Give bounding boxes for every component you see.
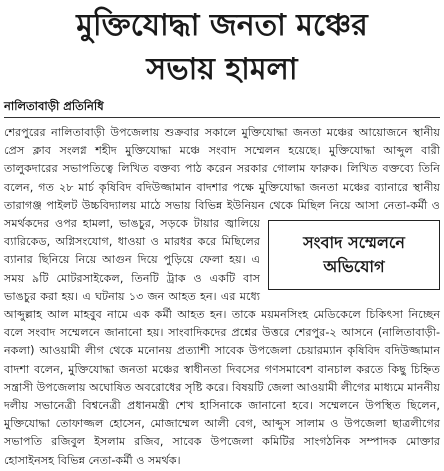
article-body [4, 124, 440, 470]
headline [0, 4, 444, 92]
article-paragraph: শেরপুরের নালিতাবাড়ী উপজেলায় শুক্রবার সকালে মুক্তিযোদ্ধা জনতা মঞ্চের আয়োজনে স্থানীয় প্রেস ক্লাব সংলগ্ন শহীদ মুক্তিযোদ্ধা মঞ্চে সংবাদ সম্মেলন হয়েছে। মুক্তিযোদ্ধা আব্দুল বারী তালুকদারের সভাপতিত্বে লিখিত বক্তব্য পাঠ করেন সরকার গোলাম ফারুক। লিখিত বক্তব্যে তিনি বলেন, গত ২৮ মার্চ কৃষিবিদ বদিউজ্জামান বাদশার পক্ষে মুক্তিযোদ্ধা জনতা মঞ্চের ব্যানারে স্থানীয় তারাগঞ্জ পাইলট উচ্চবিদ্যালয় মাঠে সভায় বিভিন্ন ইউনিয়ন থেকে মিছিল নিয়ে আসা নেতা-কর্মী ও সমর্থকদের ওপর হামলা, ভাঙচুর, সড়কে টায়ার জ্বালিয়ে ব্যারিকেড, অগ্নিসংযোগ, ধাওয়া ও মারধর করে মিছিলের ব্যানার ছিনিয়ে নিয়ে আগুন দিয়ে পুড়িয়ে ফেলা হয়। এ সময় ৯টি মোটরসাইকেল, তিনটি ট্রাক ও একটি বাস ভাঙচুর করা হয়। এ ঘটনায় ১৩ জন আহত হন। এর মধ্যে আব্দুল্লাহ আল মাহবুব নামে এক কর্মী আহত হন। তাকে ময়মনসিংহ মেডিকেলে চিকিৎসা নিচ্ছেন বলে সংবাদ সম্মেলনে জানানো হয়। সাংবাদিকদের প্রশ্নের উত্তরে শেরপুর-২ আসনে (নালিতাবাড়ী-নকলা) আওয়ামী লীগ থেকে মনোনয় প্রত্যাশী সাবেক উপজেলা চেয়ারম্যান কৃষিবিদ বদিউজ্জামান বাদশা বলেন, মুক্তিযোদ্ধা জনতা মঞ্চের স্বাধীনতা দিবসের গণসমাবেশ বানচাল করতে কিছু চিহ্নিত সন্ত্রাসী উপজেলায় অঘোষিত অবরোধের সৃষ্টি করে। বিষয়টি জেলা আওয়ামী লীগের মাধ্যমে মাননীয় দলীয় সভানেত্রী বিশ্বনেত্রী প্রধানমন্ত্রী শেখ হাসিনাকে জানানো হবে। সম্মেলনে উপস্থিত ছিলেন, মুক্তিযোদ্ধা তোফাজ্জল হোসেন, মোজাম্মেল আলী বেগ, আব্দুস সালাম ও উপজেলা ছাত্রলীগের সভাপতি রজিবুল ইসলাম রজিব, সাবেক উপজেলা কমিটির সাংগঠনিক সম্পাদক মোক্তার হোসাইনসহ বিভিন্ন নেতা-কর্মী ও সমর্থক। [4, 126, 440, 467]
subheadline-line-1: সংবাদ সম্মেলনে [303, 233, 405, 252]
headline-line-2: সভায় হামলা [146, 52, 298, 87]
byline-divider [4, 117, 440, 118]
subheadline-line-2: অভিযোগ [323, 257, 385, 276]
byline: নালিতাবাড়ী প্রতিনিধি [4, 99, 104, 113]
headline-line-1: মুক্তিযোদ্ধা জনতা মঞ্চের [76, 8, 368, 43]
subheadline-box [268, 220, 440, 290]
